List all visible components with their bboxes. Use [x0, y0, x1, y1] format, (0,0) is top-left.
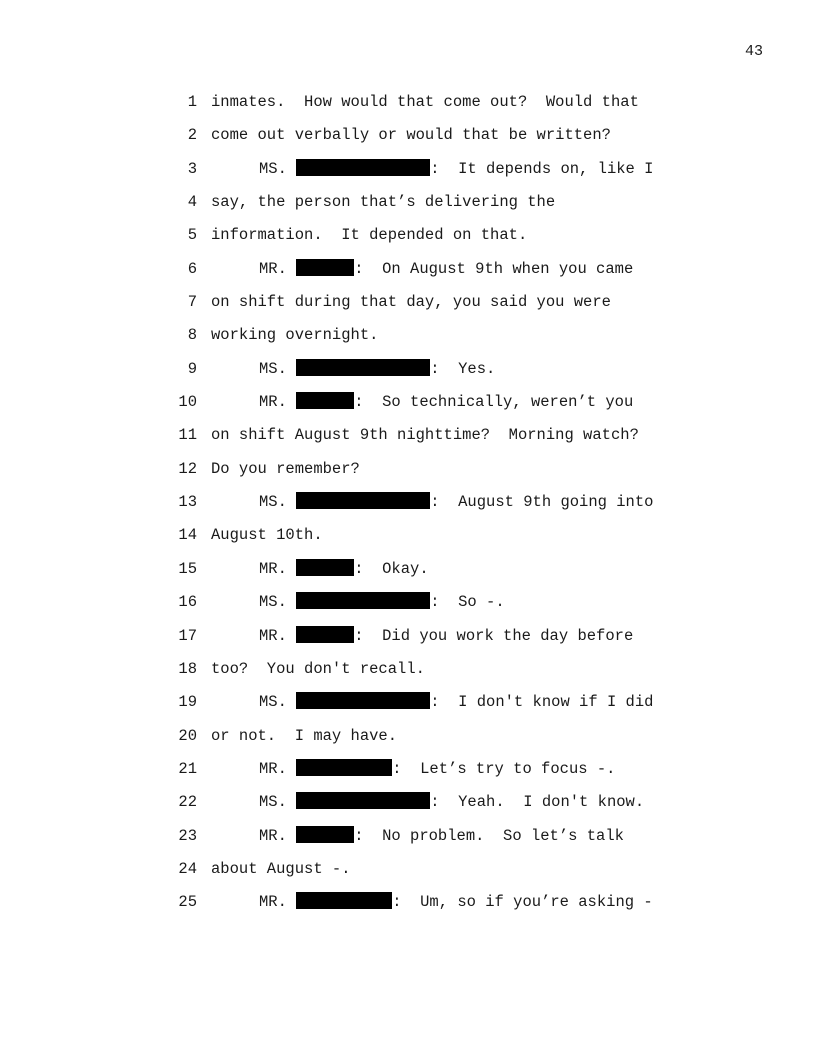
transcript-line — [0, 686, 816, 719]
speaker-title: MS. — [259, 693, 287, 712]
transcript-body — [0, 86, 816, 920]
speaker-title: MR. — [259, 893, 287, 912]
line-text: : Um, so if you’re asking - — [392, 893, 653, 912]
line-text: : It depends on, like I — [430, 159, 654, 178]
line-number: 23 — [178, 826, 197, 845]
line-number: 25 — [178, 893, 197, 912]
line-text: inmates. How would that come out? Would that — [211, 93, 639, 111]
transcript-line — [0, 786, 816, 819]
redaction-bar — [296, 592, 430, 609]
speaker-title: MS. — [259, 359, 287, 378]
line-number: 1 — [187, 93, 197, 111]
line-number: 18 — [178, 659, 197, 678]
line-text: : No problem. So let’s talk — [354, 826, 624, 845]
line-number: 6 — [187, 259, 197, 278]
line-number: 20 — [178, 726, 197, 745]
redaction-bar — [296, 692, 430, 709]
speaker-turn — [259, 153, 653, 186]
redaction-bar — [296, 759, 392, 776]
speaker-title: MS. — [259, 593, 287, 612]
speaker-title: MR. — [259, 626, 287, 645]
line-number: 4 — [187, 193, 197, 212]
line-number: 21 — [178, 759, 197, 778]
transcript-line — [0, 486, 816, 519]
speaker-turn — [259, 586, 505, 619]
line-number: 7 — [187, 293, 197, 312]
line-number: 24 — [178, 859, 197, 878]
speaker-turn — [259, 620, 633, 653]
transcript-line — [0, 453, 816, 486]
speaker-turn — [259, 886, 653, 919]
line-number: 11 — [178, 426, 197, 445]
line-text: August 10th. — [211, 526, 323, 545]
line-number: 22 — [178, 793, 197, 812]
line-text: : Did you work the day before — [354, 626, 634, 645]
transcript-line — [0, 419, 816, 452]
line-text: : Yeah. I don't know. — [430, 793, 645, 812]
line-number: 17 — [178, 626, 197, 645]
line-text: : So -. — [430, 593, 505, 612]
line-text: on shift August 9th nighttime? Morning watch? — [211, 426, 639, 445]
line-text: : Okay. — [354, 559, 429, 578]
line-text: on shift during that day, you said you were — [211, 293, 611, 312]
transcript-line — [0, 253, 816, 286]
line-text: : On August 9th when you came — [354, 259, 634, 278]
transcript-line — [0, 653, 816, 686]
line-text: too? You don't recall. — [211, 659, 425, 678]
line-number: 19 — [178, 693, 197, 712]
redaction-bar — [296, 792, 430, 809]
transcript-line — [0, 219, 816, 252]
line-text: say, the person that’s delivering the — [211, 193, 556, 212]
transcript-line — [0, 820, 816, 853]
redaction-bar — [296, 826, 354, 843]
speaker-turn — [259, 753, 615, 786]
speaker-title: MR. — [259, 559, 287, 578]
speaker-turn — [259, 486, 653, 519]
page-number: 43 — [744, 43, 763, 60]
line-text: : Yes. — [430, 359, 496, 378]
transcript-line — [0, 853, 816, 886]
line-text: or not. I may have. — [211, 726, 398, 745]
speaker-title: MR. — [259, 393, 287, 412]
transcript-line — [0, 886, 816, 919]
transcript-line — [0, 119, 816, 152]
speaker-turn — [259, 820, 624, 853]
transcript-line — [0, 153, 816, 186]
speaker-title: MS. — [259, 793, 287, 812]
speaker-title: MS. — [259, 493, 287, 512]
speaker-turn — [259, 386, 633, 419]
redaction-bar — [296, 492, 430, 509]
speaker-turn — [259, 786, 644, 819]
line-text: about August -. — [211, 859, 351, 878]
line-text: come out verbally or would that be written? — [211, 126, 611, 145]
speaker-title: MR. — [259, 826, 287, 845]
redaction-bar — [296, 892, 392, 909]
line-number: 12 — [178, 459, 197, 478]
line-text: Do you remember? — [211, 459, 360, 478]
line-number: 14 — [178, 526, 197, 545]
transcript-line — [0, 286, 816, 319]
redaction-bar — [296, 259, 354, 276]
redaction-bar — [296, 392, 354, 409]
transcript-line — [0, 753, 816, 786]
speaker-title: MS. — [259, 159, 287, 178]
line-number: 15 — [178, 559, 197, 578]
line-number: 16 — [178, 593, 197, 612]
transcript-line — [0, 386, 816, 419]
line-number: 10 — [178, 393, 197, 412]
line-text: : Let’s try to focus -. — [392, 759, 616, 778]
redaction-bar — [296, 359, 430, 376]
line-text: : August 9th going into — [430, 493, 654, 512]
transcript-line — [0, 353, 816, 386]
line-number: 9 — [187, 359, 197, 378]
speaker-turn — [259, 253, 633, 286]
speaker-turn — [259, 353, 495, 386]
speaker-turn — [259, 553, 429, 586]
transcript-line — [0, 186, 816, 219]
line-number: 13 — [178, 493, 197, 512]
transcript-line — [0, 620, 816, 653]
redaction-bar — [296, 626, 354, 643]
line-number: 2 — [187, 126, 197, 145]
transcript-line — [0, 586, 816, 619]
speaker-title: MR. — [259, 259, 287, 278]
redaction-bar — [296, 559, 354, 576]
transcript-line — [0, 86, 816, 119]
line-text: : So technically, weren’t you — [354, 393, 634, 412]
transcript-line — [0, 519, 816, 552]
speaker-title: MR. — [259, 759, 287, 778]
speaker-turn — [259, 686, 653, 719]
line-number: 5 — [187, 226, 197, 245]
line-text: information. It depended on that. — [211, 226, 528, 245]
line-text: working overnight. — [211, 326, 379, 345]
transcript-line — [0, 319, 816, 352]
redaction-bar — [296, 159, 430, 176]
transcript-line — [0, 553, 816, 586]
line-number: 8 — [187, 326, 197, 345]
line-number: 3 — [187, 159, 197, 178]
transcript-line — [0, 720, 816, 753]
line-text: : I don't know if I did — [430, 693, 654, 712]
